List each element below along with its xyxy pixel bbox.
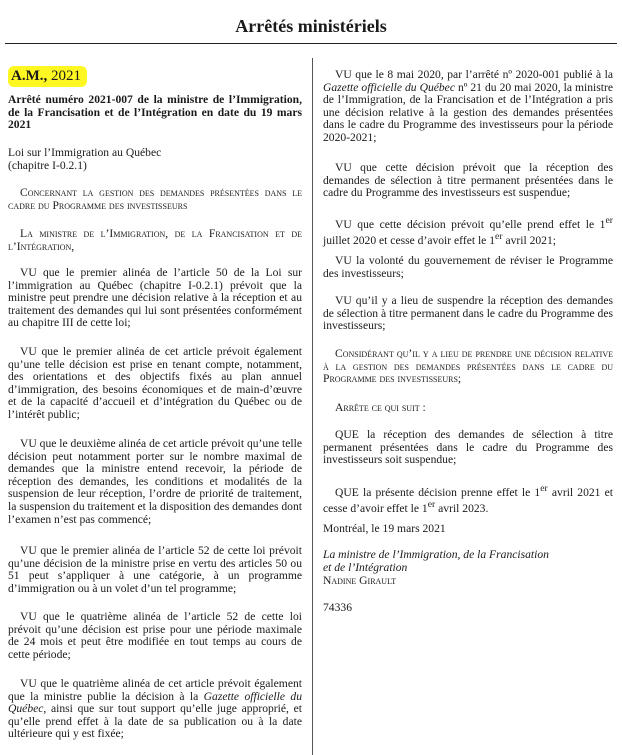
concernant-paragraph: Concernant la gestion des demandes présentées dans le cadre du Programme des investisseurs: [8, 186, 302, 212]
vu-paragraph-4: VU que le premier alinéa de l’article 52 de cette loi prévoit qu’une décision de la ministre prise en vertu des articles 50 ou 51 peut s’appliquer à une catégorie, à un programme d’immigration ou à un volet d’un tel programme;: [8, 544, 302, 595]
signature-title: [323, 549, 613, 574]
law-name: Loi sur l’Immigration au Québec: [8, 146, 162, 159]
column-divider: [312, 58, 313, 755]
vu6-text-a: VU que le quatrième alinéa de cet article prévoit également que la ministre publie la décision à la: [8, 677, 302, 703]
page-title: Arrêtés ministériels: [235, 16, 387, 36]
gazette-title: Gazette officielle du Québec: [323, 80, 455, 94]
vu-paragraph-1: VU que le premier alinéa de l’article 50 de la Loi sur l’immigration au Québec (chapitre I-0.2.1) prévoit que la ministre peut prendre une décision relative à la réception et au traitement des demandes qui lui sont présentées conformément au chapitre III de cette loi;: [8, 266, 302, 330]
signatory-name: Nadine Girault: [323, 574, 397, 587]
r3-text-b: juillet 2020 et cesse d’avoir effet le 1: [323, 234, 496, 248]
r9-sup-2: er: [427, 499, 436, 511]
signature-title-line-1: La ministre de l’Immigration, de la Francisation: [323, 548, 549, 561]
r3-sup-2: er: [495, 231, 503, 243]
decree-title: Arrêté numéro 2021-007 de la ministre de l’Immigration, de la Francisation et de l’Intégration en date du 19 mars 2021: [8, 93, 302, 132]
signature-title-line-2: et de l’Intégration: [323, 560, 408, 574]
law-chapter: (chapitre I-0.2.1): [8, 158, 87, 172]
right-paragraph-4: VU la volonté du gouvernement de réviser le Programme des investisseurs;: [323, 254, 613, 280]
vu-paragraph-6: [8, 678, 302, 741]
right-paragraph-2: VU que cette décision prévoit que la réception des demandes de sélection à titre permanent présentées dans le cadre du Programme des investisseurs est suspendue;: [323, 161, 613, 200]
right-paragraph-9: [323, 483, 613, 516]
law-reference: [8, 147, 302, 172]
place-date: Montréal, le 19 mars 2021: [323, 522, 446, 535]
right-paragraph-8: QUE la réception des demandes de sélection à titre permanent présentées dans le cadre du Programme des investisseurs soit suspendue;: [323, 428, 613, 467]
r1-text-a: VU que le 8 mai 2020, par l’arrêté nº 2020-001 publié à la: [335, 68, 613, 81]
am-heading-prefix: A.M.,: [11, 68, 48, 84]
vu-paragraph-5: VU que le quatrième alinéa de l’article 52 de cette loi prévoit qu’une décision est prise pour une période maximale de 24 mois et peut être modifiée en tout temps au cours de cette période;: [8, 610, 302, 661]
r9-text-a: QUE la présente décision prenne effet le 1: [335, 485, 541, 499]
vu-paragraph-3: VU que le deuxième alinéa de cet article prévoit qu’une telle décision peut notamment porter sur le nombre maximal de demandes que la ministre entend recevoir, la période de réception des demandes, les conditions et modalités de la suspension de leur réception, l’ordre de priorité de traitement, la suspension du traitement et la disposition des demandes dont l’examen n’est pas commencé;: [8, 437, 302, 526]
reference-number: 74336: [323, 601, 352, 614]
am-heading: [8, 66, 87, 87]
right-paragraph-1: [323, 69, 613, 145]
right-paragraph-6: [323, 348, 613, 386]
r3-text-c: avril 2021;: [502, 234, 556, 248]
r3-sup-1: er: [605, 215, 613, 226]
r9-text-c: avril 2023.: [435, 502, 489, 516]
header-divider: [5, 43, 617, 44]
vu6-text-b: , ainsi que sur tout support qu’elle juge approprié, et qu’elle prend effet à la date de sa publication ou à la date ultérieure qui y est fixée;: [8, 702, 302, 741]
gazette-title: Gazette officielle du Québec: [8, 689, 302, 716]
right-paragraph-5: VU qu’il y a lieu de suspendre la réception des demandes de sélection à titre permanent dans le cadre du Programme des investisseurs;: [323, 294, 613, 333]
r1-text-b: nº 21 du 20 mai 2020, la ministre de l’Immigration, de la Francisation et de l’Intégration a pris une décision relative à la gestion des demandes présentées dans le cadre du Programme des investisseurs pour la période 2020-2021;: [323, 80, 613, 144]
ministre-paragraph: La ministre de l’Immigration, de la Francisation et de l’Intégration,: [8, 227, 302, 253]
r3-text-a: VU que cette décision prévoit qu’elle prend effet le 1: [335, 217, 606, 231]
vu-paragraph-2: VU que le premier alinéa de cet article prévoit également qu’une telle décision est prise en tenant compte, notamment, des orientations et des objectifs fixés au plan annuel d’immigration, des besoins économiques et de main-d’œuvre et de la capacité d’accueil et d’intégration du Québec ou de l’intérêt public;: [8, 345, 302, 421]
right-paragraph-3: [323, 215, 613, 248]
am-heading-year: 2021: [51, 68, 81, 84]
considerant-label: Considérant qu’il y a lieu de prendre une décision relative à la gestion des demandes présentées dans le cadre du Programme des investisseurs;: [323, 347, 613, 386]
r9-text-b: avril 2021 et cesse d’avoir effet le 1: [323, 485, 613, 516]
arrete-label: Arrête ce qui suit :: [335, 401, 426, 414]
r9-sup-1: er: [540, 483, 548, 494]
